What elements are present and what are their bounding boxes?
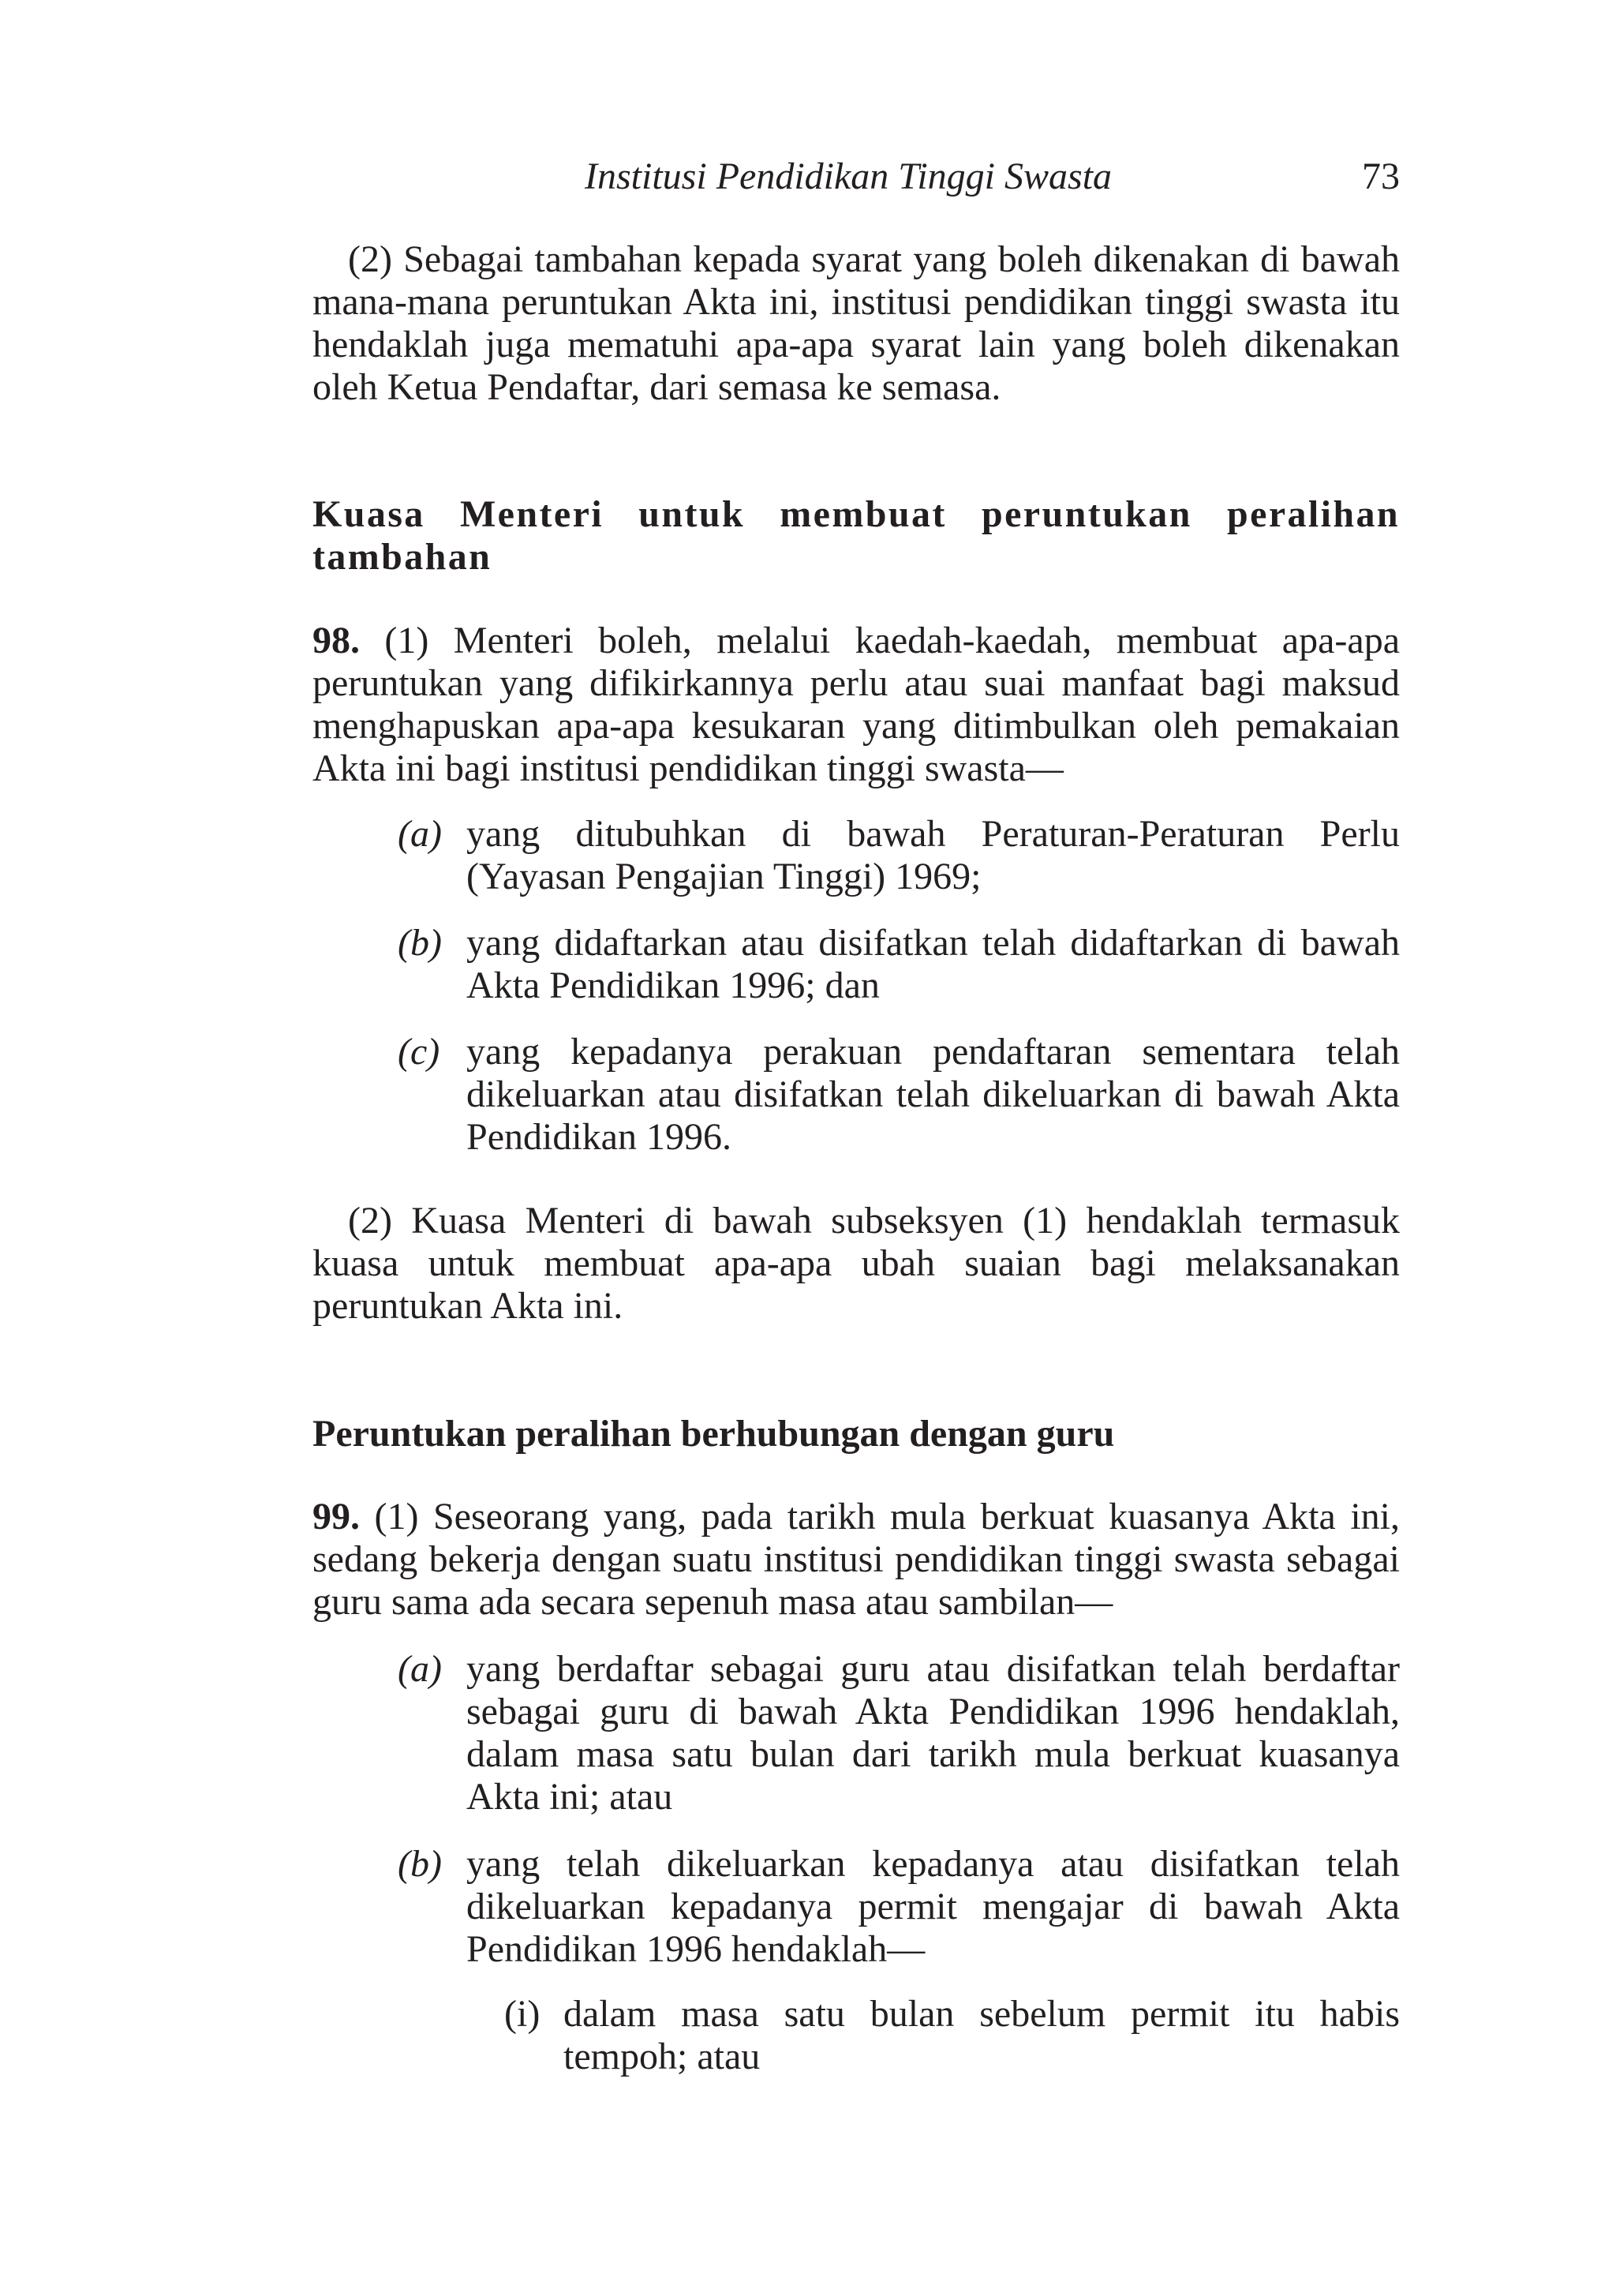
- item-label: (c): [398, 1031, 440, 1073]
- item-label: (a): [398, 813, 442, 855]
- item-text: dalam masa satu bulan sebelum permit itu habis tempoh; atau: [563, 1993, 1400, 2077]
- item-label: (b): [398, 1843, 442, 1885]
- item-text: yang kepadanya perakuan pendaftaran sementara telah dikeluarkan atau disifatkan telah dikeluarkan di bawah Akta Pendidikan 1996.: [466, 1031, 1400, 1158]
- item-label: (a): [398, 1648, 442, 1690]
- section-98-heading: Kuasa Menteri untuk membuat peruntukan peralihan tambahan: [312, 493, 1400, 578]
- section-99-subsection-1-text: (1) Seseorang yang, pada tarikh mula berkuat kuasanya Akta ini, sedang bekerja dengan suatu institusi pendidikan tinggi swasta sebagai guru sama ada secara sepenuh masa atau sambilan—: [312, 1496, 1401, 1623]
- section-99-heading: Peruntukan peralihan berhubungan dengan guru: [312, 1413, 1115, 1455]
- section-98-subsection-1-text: (1) Menteri boleh, melalui kaedah-kaedah, membuat apa-apa peruntukan yang difikirkannya perlu atau suai manfaat bagi maksud menghapuskan apa-apa kesukaran yang ditimbulkan oleh pemakaian Akta ini bagi institusi pendidikan tinggi swasta—: [312, 620, 1401, 789]
- running-title: Institusi Pendidikan Tinggi Swasta: [585, 155, 1113, 197]
- item-text: yang ditubuhkan di bawah Peraturan-Peraturan Perlu (Yayasan Pengajian Tinggi) 1969;: [466, 813, 1400, 897]
- section-98-number: 98.: [312, 620, 360, 661]
- section-99-number: 99.: [312, 1496, 360, 1538]
- page-header: [312, 155, 1400, 210]
- section-97-subsection-2: (2) Sebagai tambahan kepada syarat yang boleh dikenakan di bawah mana-mana peruntukan Akta ini, institusi pendidikan tinggi swasta itu hendaklah juga mematuhi apa-apa syarat lain yang boleh dikenakan oleh Ketua Pendaftar, dari semasa ke semasa.: [312, 238, 1400, 408]
- section-98-subsection-1: [312, 620, 1400, 790]
- item-label: (b): [398, 922, 442, 964]
- item-label: (i): [504, 1993, 541, 2035]
- item-text: yang telah dikeluarkan kepadanya atau disifatkan telah dikeluarkan kepadanya permit mengajar di bawah Akta Pendidikan 1996 hendaklah—: [466, 1843, 1400, 1970]
- item-text: yang berdaftar sebagai guru atau disifatkan telah berdaftar sebagai guru di bawah Akta Pendidikan 1996 hendaklah, dalam masa satu bulan dari tarikh mula berkuat kuasanya Akta ini; atau: [466, 1648, 1400, 1818]
- section-98-subsection-2: (2) Kuasa Menteri di bawah subseksyen (1) hendaklah termasuk kuasa untuk membuat apa-apa ubah suaian bagi melaksanakan peruntukan Akta ini.: [312, 1200, 1400, 1327]
- section-99-subsection-1: [312, 1496, 1400, 1624]
- page-number: 73: [1362, 155, 1400, 197]
- item-text: yang didaftarkan atau disifatkan telah didaftarkan di bawah Akta Pendidikan 1996; dan: [466, 922, 1400, 1006]
